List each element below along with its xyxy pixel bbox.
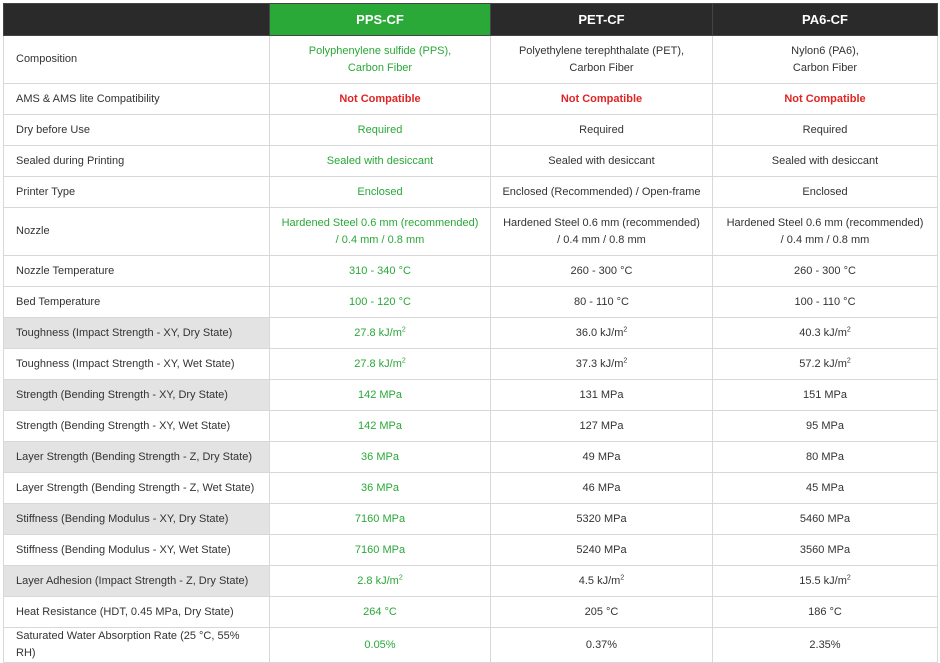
row-label: Dry before Use xyxy=(4,115,270,146)
cell-value: 27.8 kJ/m xyxy=(354,326,402,339)
row-label: Composition xyxy=(4,36,270,84)
row-label: Toughness (Impact Strength - XY, Wet State) xyxy=(4,349,270,380)
table-row-heat-resistance xyxy=(4,597,938,628)
row-label: Saturated Water Absorption Rate (25 °C, 55% RH) xyxy=(4,628,270,663)
row-label: Printer Type xyxy=(4,177,270,208)
cell-pet-cf: 127 MPa xyxy=(491,411,713,442)
cell-pa6-cf: Enclosed xyxy=(713,177,938,208)
superscript: 2 xyxy=(398,573,403,581)
table-row-toughness-wet xyxy=(4,349,938,380)
table-row-bed-temperature xyxy=(4,287,938,318)
cell-pa6-cf: 5460 MPa xyxy=(713,504,938,535)
cell-pa6-cf xyxy=(713,566,938,597)
row-label: Strength (Bending Strength - XY, Dry State) xyxy=(4,380,270,411)
cell-pet-cf: 205 °C xyxy=(491,597,713,628)
superscript: 2 xyxy=(623,356,628,364)
superscript: 2 xyxy=(846,573,851,581)
cell-value: 15.5 kJ/m xyxy=(799,574,847,587)
superscript: 2 xyxy=(401,356,406,364)
cell-pet-cf: 131 MPa xyxy=(491,380,713,411)
cell-pet-cf: 46 MPa xyxy=(491,473,713,504)
cell-pps-cf: 7160 MPa xyxy=(270,504,491,535)
cell-pps-cf: 142 MPa xyxy=(270,380,491,411)
cell-pa6-cf: 3560 MPa xyxy=(713,535,938,566)
cell-pa6-cf: Hardened Steel 0.6 mm (recommended) / 0.4 mm / 0.8 mm xyxy=(713,208,938,256)
cell-pa6-cf: 151 MPa xyxy=(713,380,938,411)
table-row-layer-adhesion xyxy=(4,566,938,597)
cell-pps-cf xyxy=(270,318,491,349)
cell-pps-cf xyxy=(270,566,491,597)
cell-pa6-cf: 45 MPa xyxy=(713,473,938,504)
row-label: Nozzle xyxy=(4,208,270,256)
cell-pps-cf: Polyphenylene sulfide (PPS), Carbon Fiber xyxy=(270,36,491,84)
material-comparison-table xyxy=(3,3,938,663)
cell-pps-cf: Enclosed xyxy=(270,177,491,208)
header-row xyxy=(4,4,938,36)
cell-pa6-cf xyxy=(713,349,938,380)
cell-pet-cf: 0.37% xyxy=(491,628,713,663)
table-row-dry-before-use xyxy=(4,115,938,146)
header-corner-cell xyxy=(4,4,270,36)
table-row-stiffness-wet xyxy=(4,535,938,566)
cell-pps-cf: Sealed with desiccant xyxy=(270,146,491,177)
cell-value: 4.5 kJ/m xyxy=(578,574,621,587)
cell-pa6-cf: 2.35% xyxy=(713,628,938,663)
header-material-pet-cf: PET-CF xyxy=(491,4,713,36)
row-label: Bed Temperature xyxy=(4,287,270,318)
table-row-water-absorption xyxy=(4,628,938,663)
header-material-pps-cf: PPS-CF xyxy=(270,4,491,36)
cell-pet-cf xyxy=(491,349,713,380)
cell-pa6-cf: 260 - 300 °C xyxy=(713,256,938,287)
row-label: Nozzle Temperature xyxy=(4,256,270,287)
table-row-sealed-during-printing xyxy=(4,146,938,177)
cell-pa6-cf: 186 °C xyxy=(713,597,938,628)
cell-pet-cf: Enclosed (Recommended) / Open-frame xyxy=(491,177,713,208)
table-header xyxy=(4,4,938,36)
superscript: 2 xyxy=(623,325,628,333)
row-label: Strength (Bending Strength - XY, Wet State) xyxy=(4,411,270,442)
cell-pet-cf: 80 - 110 °C xyxy=(491,287,713,318)
cell-pet-cf: 49 MPa xyxy=(491,442,713,473)
cell-pet-cf xyxy=(491,566,713,597)
cell-pps-cf xyxy=(270,349,491,380)
table-row-stiffness-dry xyxy=(4,504,938,535)
table-row-nozzle xyxy=(4,208,938,256)
row-label: Sealed during Printing xyxy=(4,146,270,177)
cell-pet-cf: Required xyxy=(491,115,713,146)
cell-pa6-cf: Sealed with desiccant xyxy=(713,146,938,177)
cell-pps-cf: 142 MPa xyxy=(270,411,491,442)
cell-pet-cf: Hardened Steel 0.6 mm (recommended) / 0.4 mm / 0.8 mm xyxy=(491,208,713,256)
table-row-composition xyxy=(4,36,938,84)
cell-value: 27.8 kJ/m xyxy=(354,357,402,370)
cell-pps-cf: 100 - 120 °C xyxy=(270,287,491,318)
cell-pps-cf: 7160 MPa xyxy=(270,535,491,566)
cell-pps-cf: Required xyxy=(270,115,491,146)
table-row-strength-dry xyxy=(4,380,938,411)
cell-pa6-cf xyxy=(713,318,938,349)
cell-pet-cf: 5320 MPa xyxy=(491,504,713,535)
cell-pps-cf: 0.05% xyxy=(270,628,491,663)
cell-pet-cf: Polyethylene terephthalate (PET), Carbon Fiber xyxy=(491,36,713,84)
row-label: Layer Adhesion (Impact Strength - Z, Dry State) xyxy=(4,566,270,597)
table-row-layer-strength-dry xyxy=(4,442,938,473)
header-material-pa6-cf: PA6-CF xyxy=(713,4,938,36)
cell-pet-cf xyxy=(491,318,713,349)
cell-pps-cf: 310 - 340 °C xyxy=(270,256,491,287)
cell-pa6-cf: 100 - 110 °C xyxy=(713,287,938,318)
cell-pet-cf: 260 - 300 °C xyxy=(491,256,713,287)
table-body xyxy=(4,36,938,663)
row-label: Toughness (Impact Strength - XY, Dry State) xyxy=(4,318,270,349)
cell-value: 36.0 kJ/m xyxy=(575,326,624,339)
cell-value: 37.3 kJ/m xyxy=(575,357,624,370)
cell-pa6-cf: Not Compatible xyxy=(713,84,938,115)
cell-pet-cf: 5240 MPa xyxy=(491,535,713,566)
cell-pa6-cf: Required xyxy=(713,115,938,146)
cell-pa6-cf: 95 MPa xyxy=(713,411,938,442)
superscript: 2 xyxy=(846,325,851,333)
cell-pet-cf: Not Compatible xyxy=(491,84,713,115)
cell-pps-cf: Hardened Steel 0.6 mm (recommended) / 0.4 mm / 0.8 mm xyxy=(270,208,491,256)
table-row-toughness-dry xyxy=(4,318,938,349)
cell-pet-cf: Sealed with desiccant xyxy=(491,146,713,177)
row-label: Layer Strength (Bending Strength - Z, Dry State) xyxy=(4,442,270,473)
cell-pps-cf: 36 MPa xyxy=(270,473,491,504)
comparison-table-container xyxy=(3,3,937,663)
table-row-nozzle-temperature xyxy=(4,256,938,287)
row-label: Stiffness (Bending Modulus - XY, Dry State) xyxy=(4,504,270,535)
cell-pa6-cf: Nylon6 (PA6), Carbon Fiber xyxy=(713,36,938,84)
cell-value: 57.2 kJ/m xyxy=(799,357,847,370)
superscript: 2 xyxy=(846,356,851,364)
superscript: 2 xyxy=(401,325,406,333)
cell-pa6-cf: 80 MPa xyxy=(713,442,938,473)
table-row-layer-strength-wet xyxy=(4,473,938,504)
cell-value: 40.3 kJ/m xyxy=(799,326,847,339)
row-label: Heat Resistance (HDT, 0.45 MPa, Dry State) xyxy=(4,597,270,628)
row-label: AMS & AMS lite Compatibility xyxy=(4,84,270,115)
row-label: Layer Strength (Bending Strength - Z, Wet State) xyxy=(4,473,270,504)
table-row-printer-type xyxy=(4,177,938,208)
superscript: 2 xyxy=(620,573,625,581)
cell-value: 2.8 kJ/m xyxy=(357,574,399,587)
cell-pps-cf: 264 °C xyxy=(270,597,491,628)
row-label: Stiffness (Bending Modulus - XY, Wet State) xyxy=(4,535,270,566)
table-row-ams-compatibility xyxy=(4,84,938,115)
table-row-strength-wet xyxy=(4,411,938,442)
cell-pps-cf: 36 MPa xyxy=(270,442,491,473)
cell-pps-cf: Not Compatible xyxy=(270,84,491,115)
